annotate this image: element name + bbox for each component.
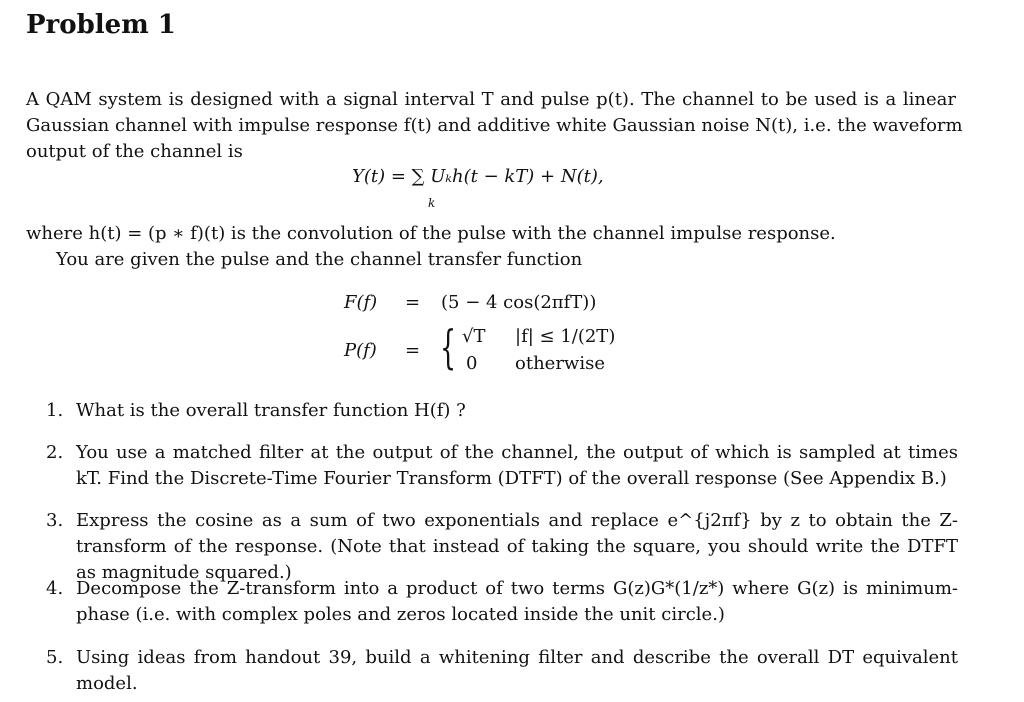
P-lhs: P(f) xyxy=(344,340,377,361)
sum-index: k xyxy=(428,196,436,210)
question-number: 2. xyxy=(46,442,64,463)
question-number: 4. xyxy=(46,578,64,599)
cases-brace: { xyxy=(440,320,457,374)
P-case1-value: √T xyxy=(462,326,486,347)
P-case1-condition: |f| ≤ 1/(2T) xyxy=(515,326,616,347)
F-equals: = xyxy=(405,292,421,313)
P-equals: = xyxy=(405,340,421,361)
given-line: You are given the pulse and the channel transfer function xyxy=(56,249,583,270)
question-number: 3. xyxy=(46,510,64,531)
question-number: 1. xyxy=(46,400,64,421)
question-text: Decompose the Z-transform into a product of two terms G(z)G*(1/z*) where G(z) is minimum-phase (i.e. with complex poles and zeros located inside the unit circle.) xyxy=(76,578,958,625)
question-2 xyxy=(46,440,958,492)
question-3 xyxy=(46,508,958,586)
question-text: Using ideas from handout 39, build a whitening filter and describe the overall DT equivalent model. xyxy=(76,647,958,694)
intro-line-2: Gaussian channel with impulse response f(t) and additive white Gaussian noise N(t), i.e. the waveform xyxy=(26,115,963,136)
question-text: Express the cosine as a sum of two exponentials and replace e^{j2πf} by z to obtain the Z-transform of the response. (Note that instead of taking the square, you should write the DTFT as magnitude squared.) xyxy=(76,510,958,583)
where-line: where h(t) = (p ∗ f)(t) is the convolution of the pulse with the channel impulse response. xyxy=(26,223,836,244)
intro-line-1: A QAM system is designed with a signal interval T and pulse p(t). The channel to be used is a linear xyxy=(26,89,956,110)
F-lhs: F(f) xyxy=(344,292,378,313)
question-4 xyxy=(46,576,958,628)
intro-line-3: output of the channel is xyxy=(26,141,243,162)
F-rhs: (5 − 4 cos(2πfT)) xyxy=(441,292,597,313)
question-1 xyxy=(46,398,958,424)
question-number: 5. xyxy=(46,647,64,668)
question-5 xyxy=(46,645,958,697)
channel-output-equation: Y(t) = ∑ Uₖh(t − kT) + N(t), xyxy=(352,166,604,187)
P-case2-value: 0 xyxy=(466,353,478,374)
intro-paragraph xyxy=(26,87,963,165)
question-text: What is the overall transfer function H(f) ? xyxy=(76,400,466,421)
question-text: You use a matched filter at the output of the channel, the output of which is sampled at times kT. Find the Discrete-Time Fourier Transform (DTFT) of the overall response (See Appendix B.) xyxy=(76,442,958,489)
P-case2-condition: otherwise xyxy=(515,353,605,374)
problem-title: Problem 1 xyxy=(26,10,176,40)
